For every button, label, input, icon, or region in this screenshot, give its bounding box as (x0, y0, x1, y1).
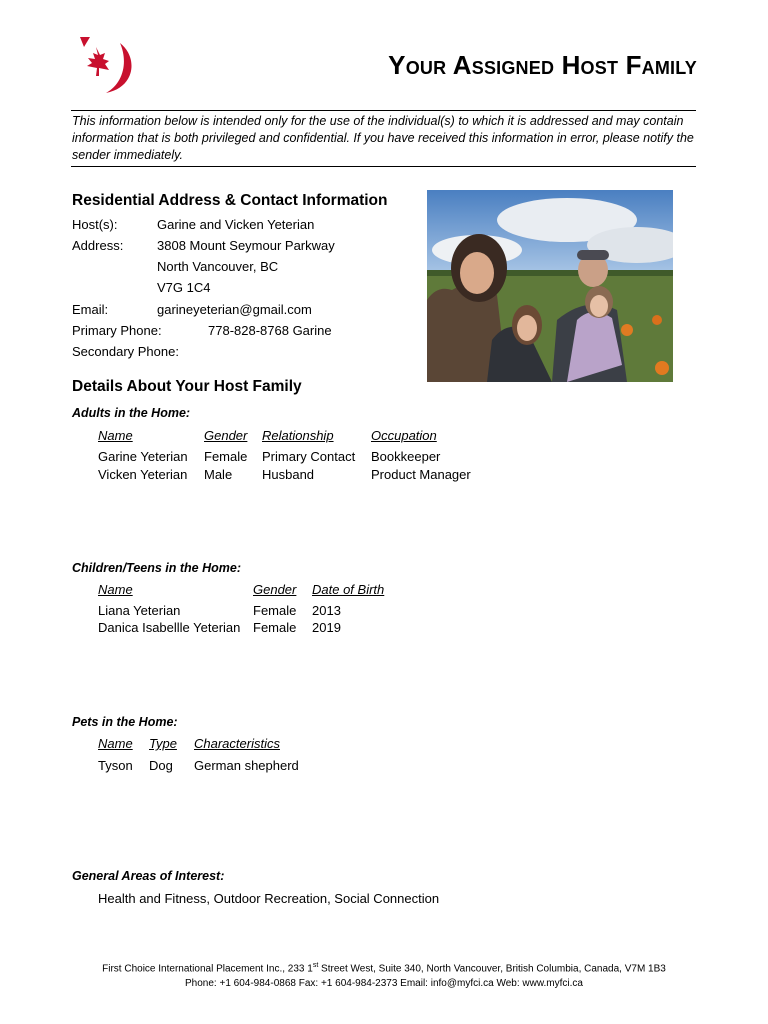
table-cell: Female (253, 620, 297, 635)
table-cell: Bookkeeper (371, 449, 441, 464)
header-divider (71, 110, 696, 111)
table-cell: Product Manager (371, 467, 471, 482)
children-subheading: Children/Teens in the Home: (72, 561, 242, 575)
table-cell: 2019 (312, 620, 341, 635)
children-col-name: Name (98, 582, 133, 597)
pets-col-name: Name (98, 736, 133, 751)
table-cell: Husband (262, 467, 315, 482)
address-label: Address: (72, 238, 124, 253)
adults-col-occupation: Occupation (371, 428, 437, 443)
secondary-phone-label: Secondary Phone: (72, 344, 179, 359)
confidentiality-notice: This information below is intended only for the use of the individual(s) to which it is addressed and may contain information that is both privileged and confidential. If you have received this information in error, please notify the sender immediately. (72, 114, 694, 162)
table-cell: Female (204, 449, 248, 464)
footer-address-part: First Choice International Placement Inc., 233 1 (102, 963, 313, 975)
children-col-dob: Date of Birth (312, 582, 385, 597)
table-cell: Danica Isabellle Yeterian (98, 620, 241, 635)
table-cell: Liana Yeterian (98, 603, 181, 618)
table-cell: Male (204, 467, 233, 482)
footer-contact: Phone: +1 604-984-0868 Fax: +1 604-984-2373 Email: info@myfci.ca Web: www.myfci.ca (185, 978, 583, 990)
table-cell: Garine Yeterian (98, 449, 188, 464)
table-cell: Primary Contact (262, 449, 356, 464)
primary-phone-value: 778-828-8768 Garine (208, 323, 332, 338)
hosts-label: Host(s): (72, 217, 118, 232)
interests-subheading: General Areas of Interest: (72, 869, 225, 883)
interests-value: Health and Fitness, Outdoor Recreation, Social Connection (98, 891, 440, 906)
adults-col-relationship: Relationship (262, 428, 334, 443)
table-cell: Female (253, 603, 297, 618)
footer-address-part: Street West, Suite 340, North Vancouver, British Columbia, Canada, V7M 1B3 (318, 963, 666, 975)
details-heading: Details About Your Host Family (72, 378, 302, 395)
notice-divider (71, 166, 696, 167)
table-cell: German shepherd (194, 758, 299, 773)
table-cell: Tyson (98, 758, 133, 773)
hosts-value: Garine and Vicken Yeterian (157, 217, 315, 232)
primary-phone-label: Primary Phone: (72, 323, 162, 338)
host-family-photo (427, 190, 673, 382)
table-cell: Vicken Yeterian (98, 467, 188, 482)
children-col-gender: Gender (253, 582, 297, 597)
page-title: Your Assigned Host Family (388, 50, 697, 80)
adults-subheading: Adults in the Home: (72, 406, 191, 420)
table-cell: 2013 (312, 603, 341, 618)
adults-col-name: Name (98, 428, 133, 443)
address-line1: 3808 Mount Seymour Parkway (157, 238, 335, 253)
address-line2: North Vancouver, BC (157, 259, 279, 274)
footer (0, 958, 768, 991)
contact-heading: Residential Address & Contact Information (72, 192, 388, 209)
email-link[interactable]: garineyeterian@gmail.com (157, 302, 312, 317)
address-line3: V7G 1C4 (157, 280, 211, 295)
table-cell: Dog (149, 758, 173, 773)
footer-address-sup: st (312, 962, 319, 969)
pets-subheading: Pets in the Home: (72, 715, 178, 729)
email-label: Email: (72, 302, 109, 317)
pets-col-characteristics: Characteristics (194, 736, 280, 751)
pets-col-type: Type (149, 736, 177, 751)
adults-col-gender: Gender (204, 428, 248, 443)
footer-address (0, 958, 768, 976)
maple-leaf-logo-icon (76, 35, 136, 95)
